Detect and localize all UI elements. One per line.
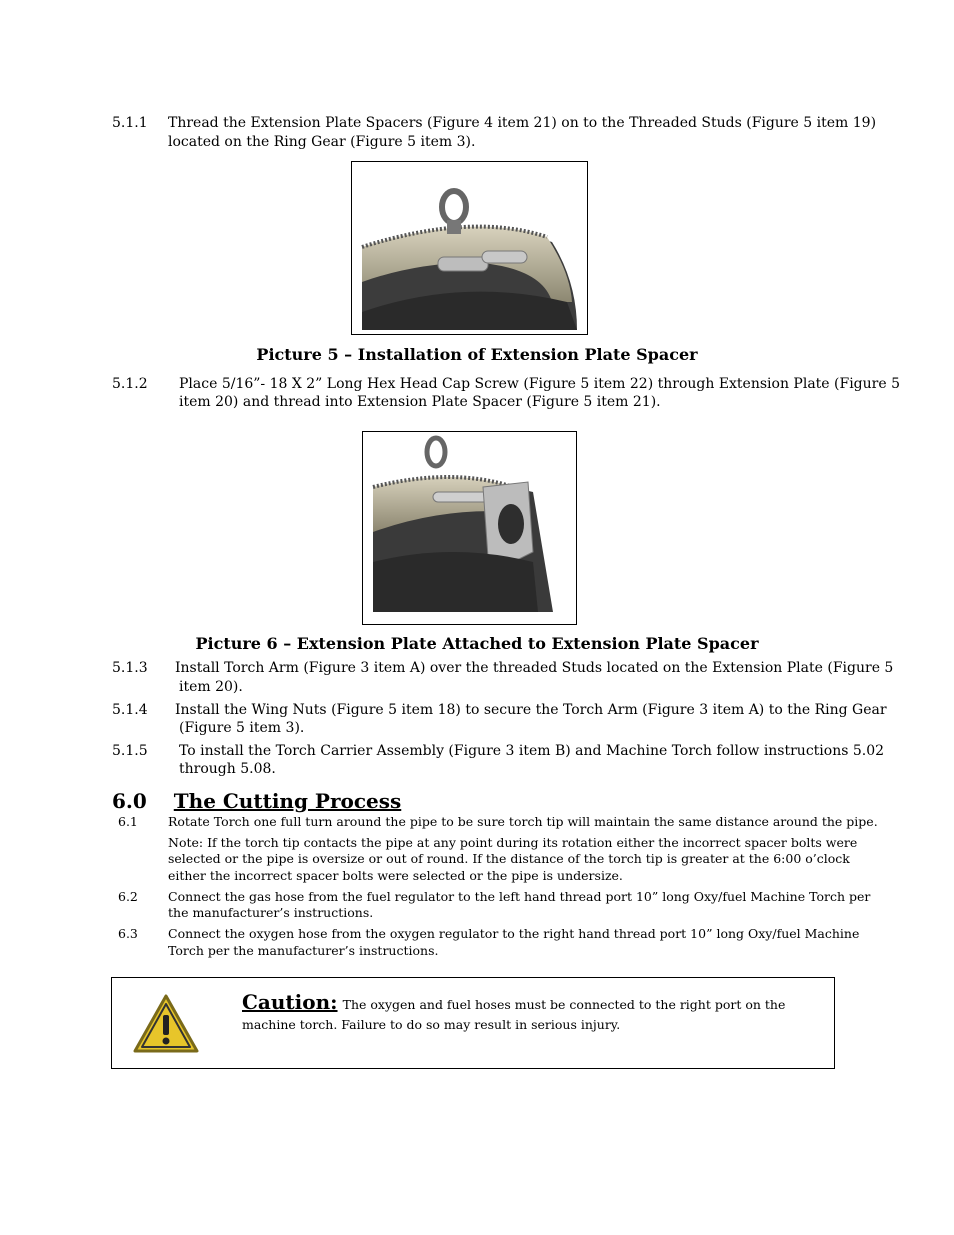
step-number: 5.1.4 — [112, 702, 148, 718]
warning-triangle-icon — [132, 993, 200, 1055]
caution-label: Caution: — [242, 990, 338, 1014]
step-text: the manufacturer’s instructions. — [168, 905, 374, 920]
step-text: Place 5/16”- 18 X 2” Long Hex Head Cap Screw (Figure 5 item 22) through Extension Plate (Figure 5 — [179, 376, 900, 392]
section-number: 6.0 — [112, 789, 147, 813]
picture-5-frame — [351, 161, 588, 335]
step-number: 5.1.2 — [112, 376, 148, 392]
step-text: Thread the Extension Plate Spacers (Figure 4 item 21) on to the Threaded Studs (Figure 5 item 19) — [168, 115, 877, 131]
caution-text: machine torch. Failure to do so may result in serious injury. — [242, 1017, 621, 1032]
step-text: To install the Torch Carrier Assembly (Figure 3 item B) and Machine Torch follow instructions 5.02 — [179, 743, 885, 759]
step-text: Torch per the manufacturer’s instructions. — [168, 943, 439, 958]
step-number: 6.2 — [118, 889, 138, 904]
step-text: through 5.08. — [179, 761, 276, 777]
step-text: Rotate Torch one full turn around the pipe to be sure torch tip will maintain the same distance around the pipe. — [168, 814, 878, 829]
note-text: selected or the pipe is oversize or out of round. If the distance of the torch tip is greater at the 6:00 o’clock — [168, 851, 850, 866]
step-text: located on the Ring Gear (Figure 5 item 3). — [168, 134, 476, 150]
step-text: (Figure 5 item 3). — [179, 720, 305, 736]
step-text: Connect the oxygen hose from the oxygen regulator to the right hand thread port 10” long Oxy/fuel Machine — [168, 926, 860, 941]
step-text: item 20) and thread into Extension Plate Spacer (Figure 5 item 21). — [179, 394, 661, 410]
extension-plate-photo — [363, 432, 576, 624]
picture-5-caption: Picture 5 – Installation of Extension Plate Spacer — [256, 345, 698, 364]
ring-gear-spacer-photo — [352, 162, 587, 334]
step-number: 5.1.5 — [112, 743, 148, 759]
step-number: 5.1.3 — [112, 660, 148, 676]
section-heading — [112, 789, 401, 813]
step-number: 6.3 — [118, 926, 138, 941]
step-number: 5.1.1 — [112, 115, 148, 131]
step-text: Install the Wing Nuts (Figure 5 item 18) to secure the Torch Arm (Figure 3 item A) to the Ring Gear — [175, 702, 887, 718]
caution-box — [111, 977, 835, 1069]
note-text: either the incorrect spacer bolts were selected or the pipe is undersize. — [168, 868, 623, 883]
step-text: item 20). — [179, 679, 243, 695]
step-number: 6.1 — [118, 814, 138, 829]
note-text: Note: If the torch tip contacts the pipe at any point during its rotation either the incorrect spacer bolts were — [168, 835, 858, 850]
picture-6-caption: Picture 6 – Extension Plate Attached to Extension Plate Spacer — [195, 634, 759, 653]
step-text: Connect the gas hose from the fuel regulator to the left hand thread port 10” long Oxy/fuel Machine Torch per — [168, 889, 871, 904]
section-title: The Cutting Process — [173, 789, 402, 813]
step-text: Install Torch Arm (Figure 3 item A) over the threaded Studs located on the Extension Plate (Figure 5 — [175, 660, 894, 676]
caution-text: The oxygen and fuel hoses must be connected to the right port on the — [342, 997, 786, 1012]
picture-6-frame — [362, 431, 577, 625]
